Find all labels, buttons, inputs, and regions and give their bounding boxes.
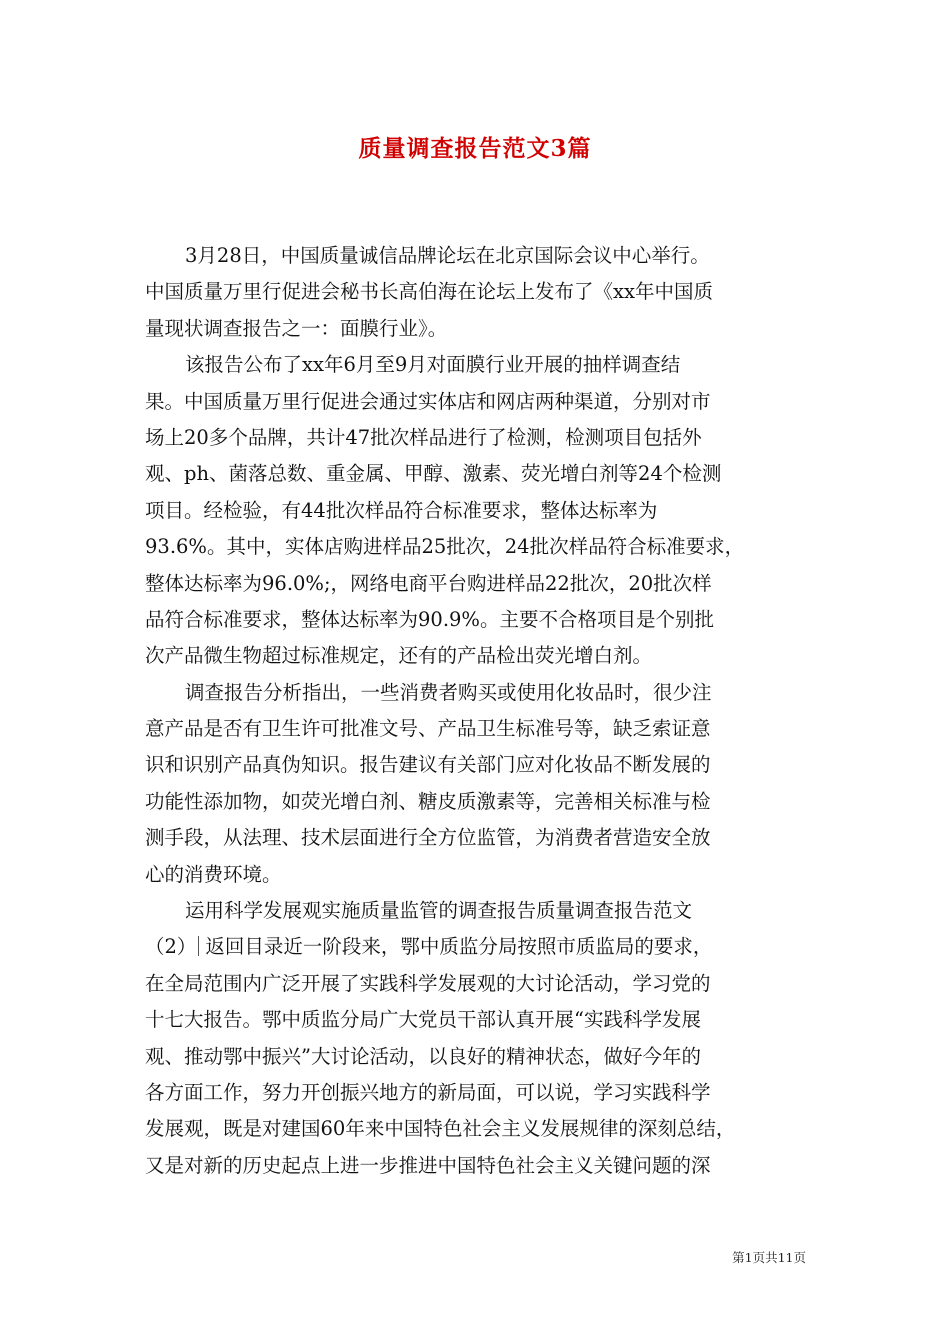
text-line — [145, 929, 810, 965]
text-line-prefix: （2） — [145, 935, 197, 959]
text-line: 整体达标率为96.0%;，网络电商平台购进样品22批次，20批次样 — [145, 571, 712, 595]
text-line: 十七大报告。鄂中质监分局广大党员干部认真开展“实践科学发展 — [145, 1008, 701, 1032]
text-line: 在全局范围内广泛开展了实践科学发展观的大讨论活动，学习党的 — [145, 971, 711, 995]
text-line: 量现状调查报告之一：面膜行业》。 — [145, 316, 448, 340]
text-line-rest: 返回目录近一阶段来，鄂中质监分局按照市质监局的要求， — [205, 935, 713, 959]
text-line: 中国质量万里行促进会秘书长高伯海在论坛上发布了《xx年中国质 — [145, 280, 713, 304]
text-line: 功能性添加物，如荧光增白剂、糖皮质激素等，完善相关标准与检 — [145, 789, 711, 813]
text-line: 93.6%。其中，实体店购进样品25批次，24批次样品符合标准要求， — [145, 535, 745, 559]
text-line: 观、ph、菌落总数、重金属、甲醇、激素、荧光增白剂等24个检测 — [145, 462, 722, 486]
text-line: 发展观，既是对建国60年来中国特色社会主义发展规律的深刻总结， — [145, 1117, 736, 1141]
document-title: 质量调查报告范文3篇 — [358, 135, 592, 162]
text-line: 该报告公布了xx年6月至9月对面膜行业开展的抽样调查结 — [185, 353, 681, 377]
text-line: 心的消费环境。 — [145, 862, 282, 886]
text-line: 意产品是否有卫生许可批准文号、产品卫生标准号等，缺乏索证意 — [145, 717, 711, 741]
text-line: 次产品微生物超过标准规定，还有的产品检出荧光增白剂。 — [145, 644, 653, 668]
text-line: 识和识别产品真伪知识。报告建议有关部门应对化妆品不断发展的 — [145, 753, 711, 777]
text-line: 3月28日，中国质量诚信品牌论坛在北京国际会议中心举行。 — [185, 244, 710, 267]
text-line: 调查报告分析指出，一些消费者购买或使用化妆品时，很少注 — [185, 680, 712, 704]
text-line: 又是对新的历史起点上进一步推进中国特色社会主义关键问题的深 — [145, 1153, 711, 1177]
text-line: 果。中国质量万里行促进会通过实体店和网店两种渠道，分别对市 — [145, 389, 711, 413]
text-line: 运用科学发展观实施质量监管的调查报告质量调查报告范文 — [185, 899, 693, 923]
text-cursor-mark — [198, 936, 199, 956]
text-line: 场上20多个品牌，共计47批次样品进行了检测，检测项目包括外 — [145, 425, 702, 449]
text-line: 品符合标准要求，整体达标率为90.9%。主要不合格项目是个别批 — [145, 607, 714, 631]
text-line: 测手段，从法理、技术层面进行全方位监管，为消费者营造安全放 — [145, 826, 711, 850]
document-body — [145, 238, 810, 1184]
text-line: 项目。经检验，有44批次样品符合标准要求，整体达标率为 — [145, 498, 658, 522]
page-number: 第1页共11页 — [732, 1250, 806, 1265]
text-line: 观、推动鄂中振兴”大讨论活动，以良好的精神状态，做好今年的 — [145, 1044, 701, 1068]
text-line: 各方面工作，努力开创振兴地方的新局面，可以说，学习实践科学 — [145, 1080, 711, 1104]
